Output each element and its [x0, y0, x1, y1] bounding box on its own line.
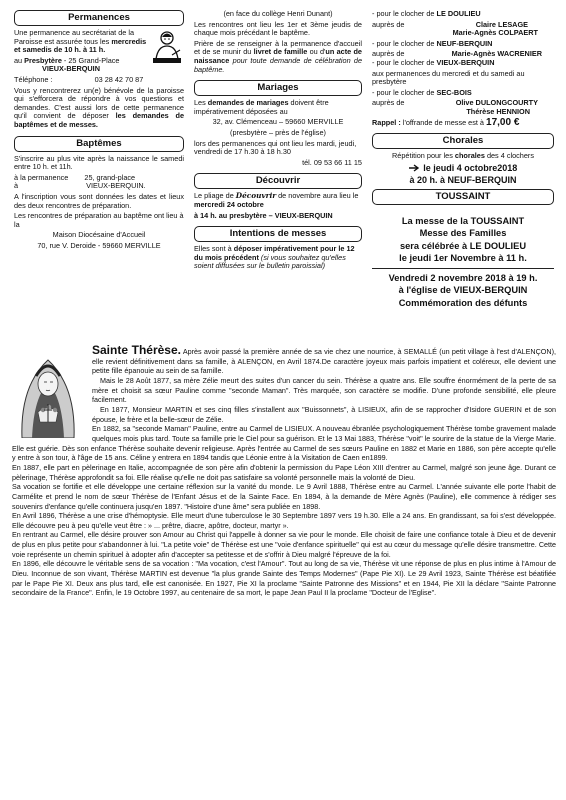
mariages-demandes: Les demandes de mariages doivent être impérativement déposées au — [194, 98, 329, 116]
offrande-rappel: Rappel : l'offrande de messe est à 17,00 € — [372, 116, 520, 128]
bio-paragraph-2: Mais le 28 Août 1877, sa mère Zélie meurt des suites d'un cancer du sein. Thérèse a quatre ans. Elle souffre énormément de la perte de sa mère et choisit sa sœur Pauline comme "seconde Maman". Très marquée, son caractère se modifie. D'une profonde sensibilité, elle pleure facilement. — [92, 375, 556, 405]
bio-paragraph-7: En Avril 1896, Thérèse a une crise d'hémoptysie. Elle meurt d'une tuberculose le 30 Septembre 1897 vers 19 h.30. Elle a 24 ans. En grandissant, sa foi s'est développée. Elle découvre peu à peu qu'elle veut être : » ... prêtre, diacre, apôtre, docteur, martyr ». — [12, 511, 556, 530]
bio-paragraph-9: En 1896, elle découvre le véritable sens de sa vocation : "Ma vocation, c'est l'Amour". Tout au long de sa vie, Thérèse vit une réponse de plus en plus intime à l'Amour de Dieu. Inconnue de son vivant, Thérèse MARTIN est devenue "la plus grande Sainte des Temps Modernes" (Pape Pie XI). Le 29 Avril 1923, Sainte Thérèse est béatifiée par le Pape Pie XI. Deux ans plus tard, elle est canonisée. En 1927, Pie XI la proclame "Sainte Patronne des Missions" et en 1944, Pie XII la déclare "Sainte Patronne secondaire de la France". Enfin, le 19 Octobre 1997, au centenaire de sa mort, le pape Jean Paul II la proclame "Docteur de l'Eglise". — [12, 559, 556, 598]
secretary-person-icon — [150, 29, 184, 65]
vieux-berquin-permanences: aux permanences du mercredi et du samedi au presbytère — [372, 68, 525, 87]
section-title-mariages: Mariages — [194, 80, 362, 96]
permanences-description: Vous y rencontrerez un(e) bénévole de la paroisse qui s'efforcera de répondre à vos questions et demandes. C'est aussi lors de cette permanence qu'il convient de déposer les demandes de baptêmes et de messes. — [14, 85, 184, 129]
biography-section — [12, 343, 556, 598]
mariages-telephone: tél. 09 53 66 11 15 — [302, 157, 362, 167]
defunts-lieu: à l'église de VIEUX-BERQUIN — [398, 285, 528, 296]
section-title-chorales: Chorales — [372, 133, 554, 149]
bio-title: Sainte Thérèse. — [92, 343, 181, 357]
clocher-le-doulieu: - pour le clocher de LE DOULIEU — [372, 9, 481, 18]
toussaint-date: le jeudi 1er Novembre à 11 h. — [399, 253, 527, 264]
column-middle — [194, 10, 362, 273]
defunts-commemoration: Commémoration des défunts — [398, 297, 528, 308]
defunts-date: Vendredi 2 novembre 2018 à 19 h. — [388, 272, 538, 283]
decouvrir-lieu: à 14 h. au presbytère – VIEUX-BERQUIN — [194, 210, 333, 220]
bio-paragraph-4: En 1882, sa "seconde Maman" Pauline, entre au Carmel de LISIEUX. A nouveau ébranlée psychologiquement Thérèse tombe gravement malade quelques mois plus tard. Toute sa famille prie le Ciel pour sa guérison. Et le 13 Mai 1883, Thérèse "voit" le sourire de la statue de la Vierge Marie. Elle est guérie. Dès son enfance Thérèse souhaite devenir religieuse. Après l'entrée au Carmel de ses sœurs Pauline en 1882 et Marie en 1886, son père accepte qu'elle y entre à son tour, à l'âge de 15 ans. Céline y entrera en 1894 tandis que Léonie entre à la Visitation de Caen en1899. — [12, 424, 556, 463]
permanences-phone: Téléphone : 03 28 42 70 87 — [14, 74, 144, 84]
toussaint-messe: La messe de la TOUSSAINT — [401, 215, 525, 226]
toussaint-familles: Messe des Familles — [419, 228, 507, 239]
clocher-sec-bois: - pour le clocher de SEC-BOIS — [372, 87, 472, 97]
baptemes-permanence: à la permanence 25, grand-place à VIEUX-BERQUIN. — [14, 172, 146, 191]
permanences-address: au Presbytère - 25 Grand-Place VIEUX-BERQUIN — [14, 55, 120, 74]
mariages-adresse: 32, av. Clémenceau – 59660 MERVILLE — [212, 117, 344, 127]
clocher-vieux-berquin: - pour le clocher de VIEUX-BERQUIN — [372, 57, 495, 67]
divider — [372, 268, 554, 269]
section-title-intentions: Intentions de messes — [194, 226, 362, 242]
permanences-block — [14, 29, 184, 130]
bio-paragraph-5: En 1887, elle part en pèlerinage en Italie, accompagnée de son père afin d'obtenir la permission du Pape Léon XIII d'entrer au Carmel, malgré son jeune âge. Durant ce pèlerinage, Thérèse approfondit sa foi. Elle réalise qu'elle ne doit pas satisfaire sa volonté personnelle mais la volonté de Dieu. — [12, 462, 556, 482]
mariages-presbytere: (presbytère – près de l'église) — [230, 127, 326, 137]
baptemes-inscription: S'inscrire au plus vite après la naissance le samedi entre 10 h. et 11h. — [14, 153, 184, 172]
baptemes-rencontres: A l'inscription vous sont données les dates et lieux des deux rencontres de préparation. — [14, 191, 184, 210]
decouvrir-pliage: Le pliage de Découvrir de novembre aura lieu le mercredi 24 octobre — [194, 191, 359, 209]
column-left — [14, 10, 184, 252]
contact-neuf-berquin: auprès de Marie-Agnès WACRENIER — [372, 49, 542, 59]
clocher-neuf-berquin: - pour le clocher de NEUF-BERQUIN — [372, 38, 493, 48]
bio-paragraph-3: En 1877, Monsieur MARTIN et ses cinq filles s'installent aux "Buissonnets", à LISIEUX, afin de se rapprocher d'Isidore GUERIN et de son épouse, le frère et la belle-sœur de Zélie. — [92, 404, 556, 424]
chorales-repetition: Répétition pour les chorales des 4 clochers — [392, 151, 534, 161]
chorales-date: le jeudi 4 octobre2018 — [372, 163, 554, 173]
permanences-intro: Une permanence au secrétariat de la Paroisse est assurée tous les mercredis et samedis de 10 h. à 11 h. — [14, 28, 147, 55]
rencontres-dates: Les rencontres ont lieu les 1er et 3ème jeudis de chaque mois précédant le baptême. — [194, 19, 362, 38]
section-title-baptemes: Baptêmes — [14, 136, 184, 152]
section-title-permanences: Permanences — [14, 10, 184, 26]
bio-paragraph-1: Sainte Thérèse. Après avoir passé la première année de sa vie chez une nourrice, à SEMALLÉ (un petit village à l'est d'ALENÇON), elle revient définitivement dans sa famille, à ALENÇON, en Avril 1874.De caractère joyeux mais parfois impatient et coléreux, elle devient une petite fille épanouie au sein de sa famille. — [92, 343, 556, 376]
documents-requis: Prière de se renseigner à la permanence d'accueil et de se munir du livret de famille ou d'un acte de naissance pour toute demande de célébration de baptême. — [194, 38, 363, 74]
college-note: (en face du collège Henri Dunant) — [223, 9, 333, 18]
contact-hennion: Thérèse HENNION — [466, 106, 530, 116]
sainte-therese-portrait-icon — [12, 346, 84, 438]
baptemes-maison: Maison Diocésaine d'Accueil — [52, 230, 146, 240]
section-title-decouvrir: Découvrir — [194, 173, 362, 189]
mariages-horaires: lors des permanences qui ont lieu les mardi, jeudi, vendredi de 17 h.30 à 18 h.30 — [194, 138, 357, 157]
chorales-heure: à 20 h. à NEUF-BERQUIN — [409, 174, 517, 185]
contact-le-doulieu: auprès de Claire LESAGE — [372, 19, 528, 29]
contact-sec-bois: auprès de Olive DULONGCOURTY — [372, 98, 538, 108]
column-right — [372, 10, 554, 310]
intentions-depot: Elles sont à déposer impérativement pour le 12 du mois précédent (si vous souhaitez qu'elles soient diffusées sur le bulletin paroissial) — [194, 244, 355, 271]
baptemes-adresse: 70, rue V. Deroide - 59660 MERVILLE — [37, 240, 161, 250]
arrow-right-icon — [409, 164, 421, 172]
contact-colpaert: Marie-Agnès COLPAERT — [452, 28, 538, 38]
section-title-toussaint: TOUSSAINT — [372, 189, 554, 205]
baptemes-lieu: Les rencontres de préparation au baptême ont lieu à la — [14, 211, 184, 229]
bio-paragraph-6: Sa vocation se fortifie et elle développe une certaine réflexion sur la vanité du monde. Le 9 Avril 1888, Thérèse entre au Carmel. L'année suivante elle porte l'habit de Carmélite et prend le nom de sœur Thérèse de l'Enfant Jésus et de la Sainte Face. En 1894, à la demande de Mère Agnès (Pauline), elle commence à rédiger ses souvenirs d'enfance qu'elle continuera jusqu'en 1897. "Histoire d'une âme" sera publiée en 1898. — [12, 482, 556, 511]
bio-paragraph-8: En rentrant au Carmel, elle désire prouver son Amour au Christ qui l'appelle à donner sa vie pour le monde. Elle choisit de faire une confiance totale à Dieu et de devenir de plus en plus petite pour s'abandonner à lui. "La petite voie" de Thérèse est une "voie d'enfance spirituelle" qui est au cœur du message qu'elle désire transmettre. Cette voie représente un chemin spirituel à adopter afin d'accepter sa petitesse et de s'offrir à Dieu malgré l'épreuve de la foi. — [12, 530, 556, 559]
toussaint-lieu: sera célébrée à LE DOULIEU — [399, 240, 527, 251]
